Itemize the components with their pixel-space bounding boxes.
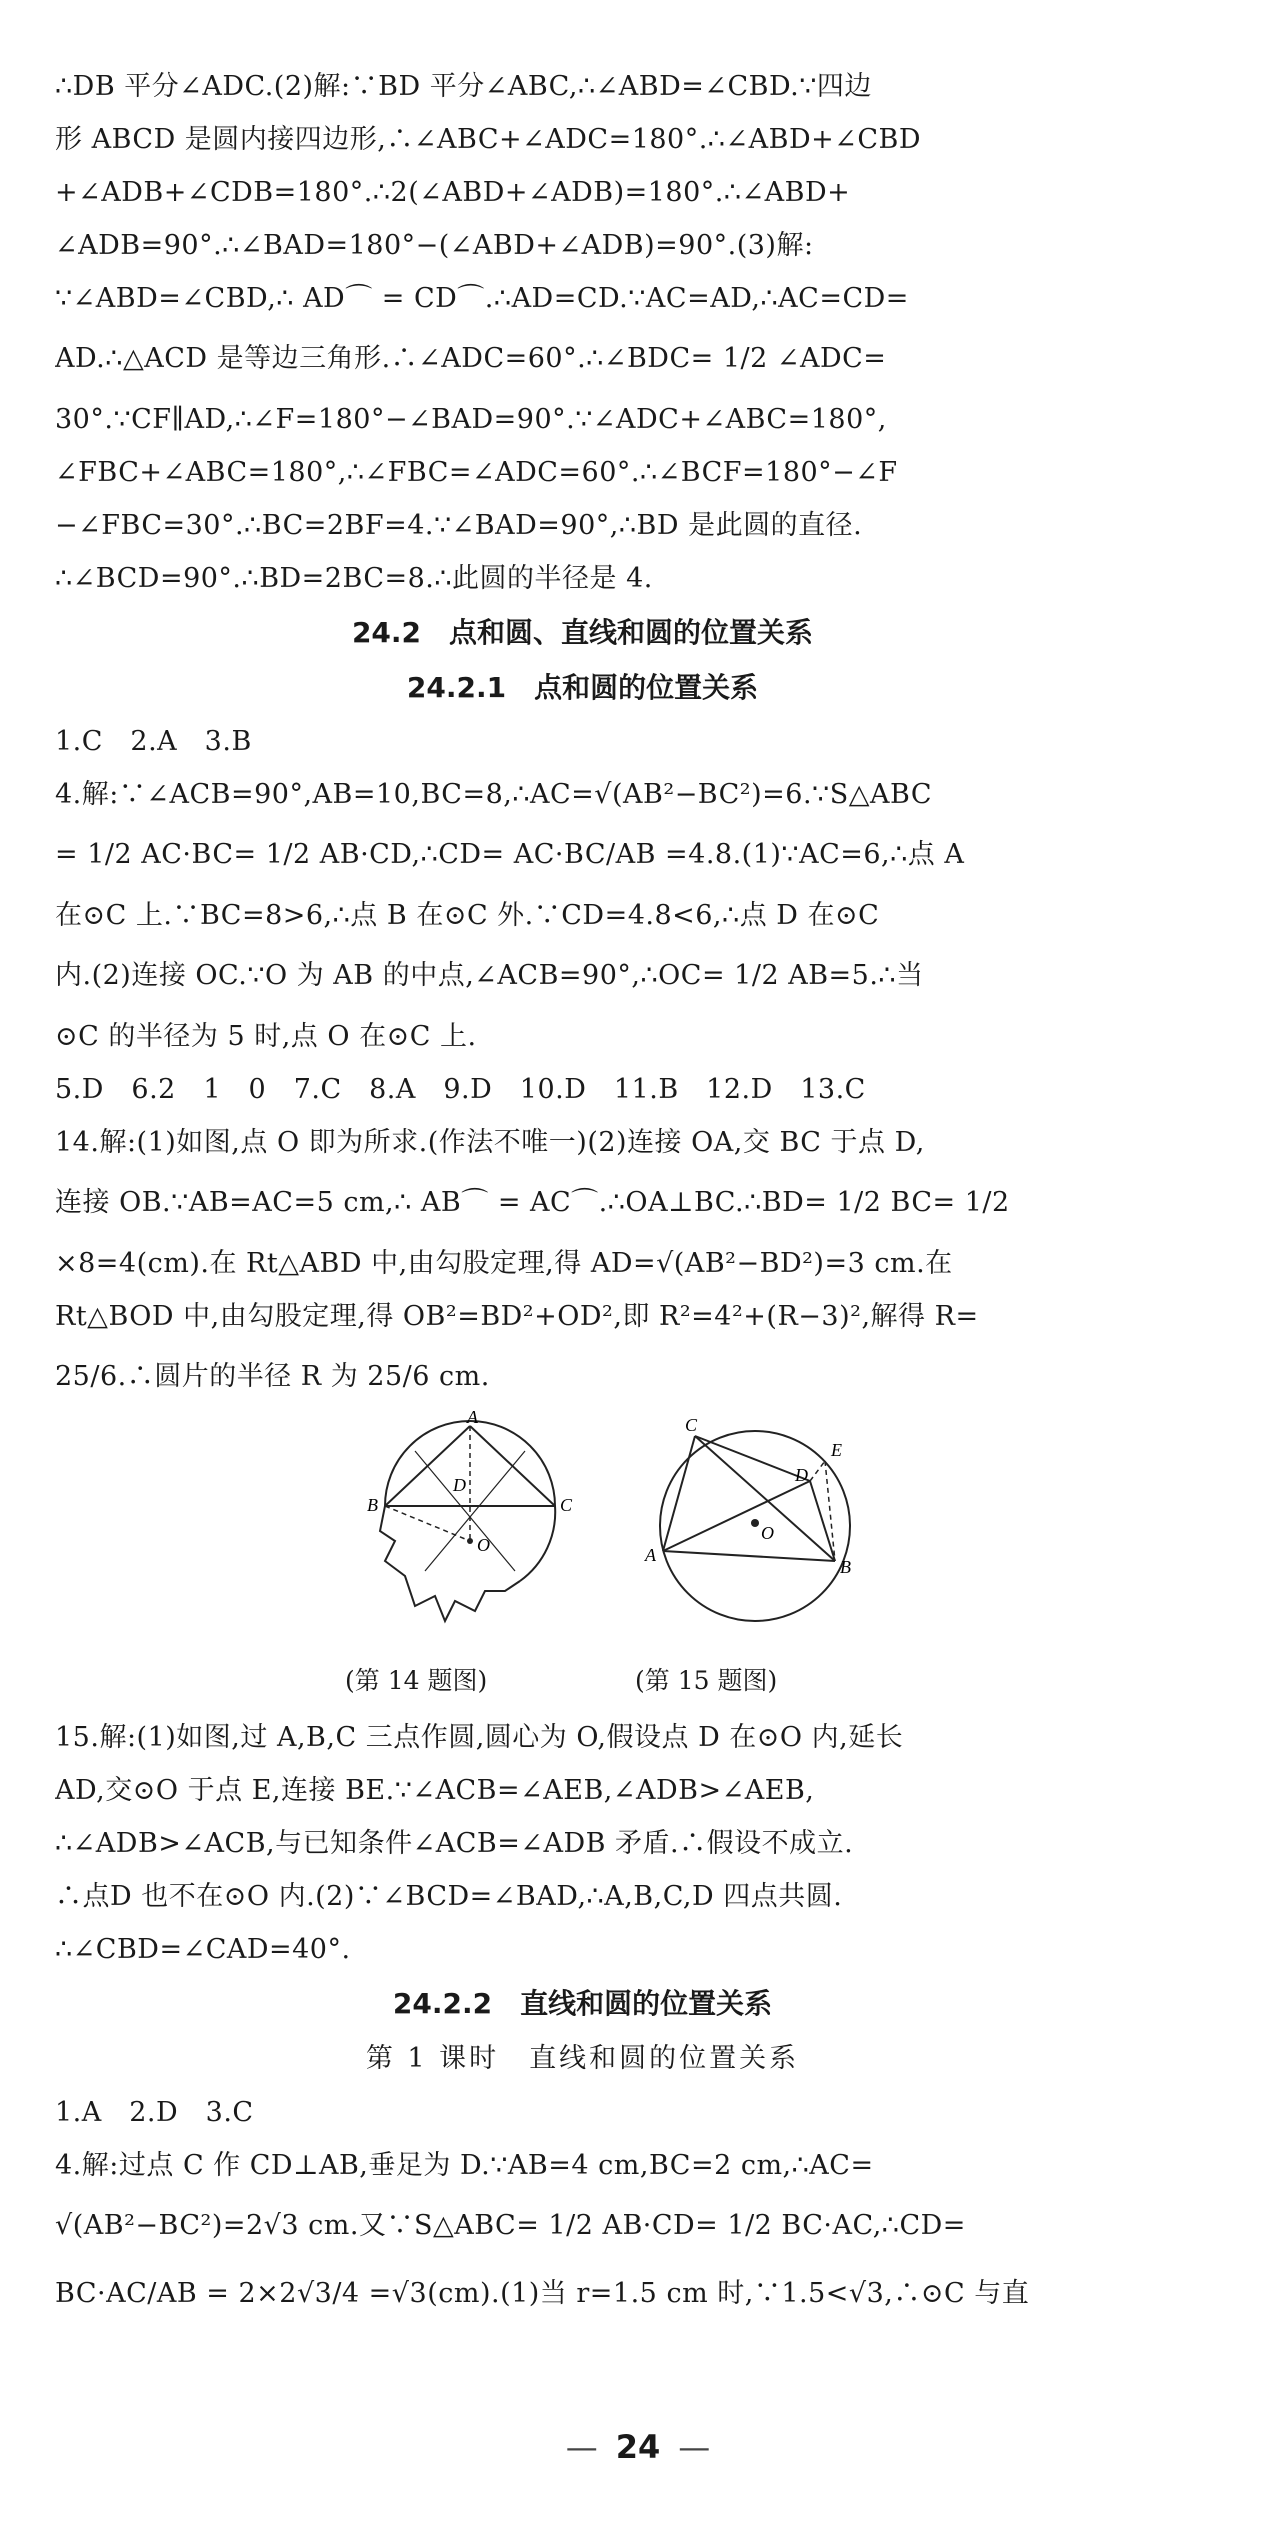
text-line: ∴DB 平分∠ADC.(2)解:∵BD 平分∠ABC,∴∠ABD=∠CBD.∵四边 [55, 71, 872, 102]
fig14-label-c: C [560, 1495, 573, 1515]
figure-14-caption: (第 14 题图) [345, 1666, 488, 1695]
answer-line: 4.解:过点 C 作 CD⊥AB,垂足为 D.∵AB=4 cm,BC=2 cm,∴AC= [55, 2150, 874, 2181]
page-number-value: 24 [615, 2428, 661, 2466]
text-line: 形 ABCD 是圆内接四边形,∴∠ABC+∠ADC=180°.∴∠ABD+∠CBD [55, 124, 921, 155]
text-line: ∵∠ABD=∠CBD,∴ AD⌒ = CD⌒.∴AD=CD.∵AC=AD,∴AC=CD= [55, 283, 909, 314]
answer-line: 内.(2)连接 OC.∵O 为 AB 的中点,∠ACB=90°,∴OC= 1/2 AB=5.∴当 [55, 960, 924, 991]
answer-line: 4.解:∵∠ACB=90°,AB=10,BC=8,∴AC=√(AB²−BC²)=6.∵S△ABC [55, 779, 932, 810]
answer-line: 25/6.∴圆片的半径 R 为 25/6 cm. [55, 1361, 490, 1392]
page-content [55, 60, 1110, 2328]
fig15-label-e: E [831, 1440, 842, 1460]
answer-line: = 1/2 AC·BC= 1/2 AB·CD,∴CD= AC·BC/AB =4.8.(1)∵AC=6,∴点 A [55, 839, 965, 870]
subsection-heading: 24.2.2 直线和圆的位置关系 [392, 1987, 773, 2020]
page-number: — 24 — [565, 2428, 711, 2466]
text-line: +∠ADB+∠CDB=180°.∴2(∠ABD+∠ADB)=180°.∴∠ABD+ [55, 177, 851, 208]
fig15-label-d: D [795, 1465, 808, 1485]
figures-row [55, 1411, 1110, 1711]
text-line: −∠FBC=30°.∴BC=2BF=4.∵∠BAD=90°,∴BD 是此圆的直径. [55, 510, 863, 541]
fig15-label-a: A [645, 1545, 656, 1565]
answer-line: ⊙C 的半径为 5 时,点 O 在⊙C 上. [55, 1021, 477, 1052]
answer-line: 5.D 6.2 1 0 7.C 8.A 9.D 10.D 11.B 12.D 13.C [55, 1074, 866, 1105]
answer-line: ∴∠CBD=∠CAD=40°. [55, 1934, 351, 1965]
figure-15-diagram [635, 1411, 875, 1651]
text-line: ∠ADB=90°.∴∠BAD=180°−(∠ABD+∠ADB)=90°.(3)解: [55, 230, 814, 261]
figure-15-caption: (第 15 题图) [635, 1666, 778, 1695]
fig14-label-a: A [467, 1411, 478, 1427]
fig14-label-b: B [367, 1495, 378, 1515]
answer-line: BC·AC/AB = 2×2√3/4 =√3(cm).(1)当 r=1.5 cm 时,∵1.5<√3,∴⊙C 与直 [55, 2278, 1030, 2309]
fig15-label-c: C [685, 1415, 698, 1435]
subsection-heading: 24.2.1 点和圆的位置关系 [406, 671, 759, 704]
fig15-label-o: O [761, 1523, 774, 1543]
text-line: 30°.∵CF∥AD,∴∠F=180°−∠BAD=90°.∵∠ADC+∠ABC=180°, [55, 404, 887, 435]
text-line: AD.∴△ACD 是等边三角形.∴∠ADC=60°.∴∠BDC= 1/2 ∠ADC= [55, 343, 887, 374]
answer-line: 15.解:(1)如图,过 A,B,C 三点作圆,圆心为 O,假设点 D 在⊙O 内,延长 [55, 1722, 904, 1753]
answer-line: 连接 OB.∵AB=AC=5 cm,∴ AB⌒ = AC⌒.∴OA⊥BC.∴BD= 1/2 BC= 1/2 [55, 1187, 1010, 1218]
answer-line: √(AB²−BC²)=2√3 cm.又∵S△ABC= 1/2 AB·CD= 1/2 BC·AC,∴CD= [55, 2210, 966, 2241]
section-heading: 24.2 点和圆、直线和圆的位置关系 [351, 616, 814, 649]
answer-line: 14.解:(1)如图,点 O 即为所求.(作法不唯一)(2)连接 OA,交 BC 于点 D, [55, 1127, 925, 1158]
answer-line: 在⊙C 上.∵BC=8>6,∴点 B 在⊙C 外.∵CD=4.8<6,∴点 D 在⊙C [55, 900, 880, 931]
figure-14-diagram [355, 1411, 585, 1651]
lesson-heading: 第 1 课时 直线和圆的位置关系 [365, 2043, 800, 2074]
answer-line: ∴点D 也不在⊙O 内.(2)∵∠BCD=∠BAD,∴A,B,C,D 四点共圆. [55, 1881, 843, 1912]
text-line: ∠FBC+∠ABC=180°,∴∠FBC=∠ADC=60°.∴∠BCF=180°−∠F [55, 457, 898, 488]
answer-line: AD,交⊙O 于点 E,连接 BE.∵∠ACB=∠AEB,∠ADB>∠AEB, [55, 1775, 815, 1806]
fig15-label-b: B [840, 1557, 851, 1577]
text-line: ∴∠BCD=90°.∴BD=2BC=8.∴此圆的半径是 4. [55, 563, 653, 594]
fig14-label-o: O [477, 1535, 490, 1555]
fig14-label-d: D [453, 1475, 466, 1495]
answer-line: ∴∠ADB>∠ACB,与已知条件∠ACB=∠ADB 矛盾.∴假设不成立. [55, 1828, 854, 1859]
answer-line: Rt△BOD 中,由勾股定理,得 OB²=BD²+OD²,即 R²=4²+(R−3)²,解得 R= [55, 1301, 979, 1332]
answer-line: ×8=4(cm).在 Rt△ABD 中,由勾股定理,得 AD=√(AB²−BD²)=3 cm.在 [55, 1248, 953, 1279]
answer-line: 1.A 2.D 3.C [55, 2097, 254, 2128]
answer-line: 1.C 2.A 3.B [55, 726, 252, 757]
